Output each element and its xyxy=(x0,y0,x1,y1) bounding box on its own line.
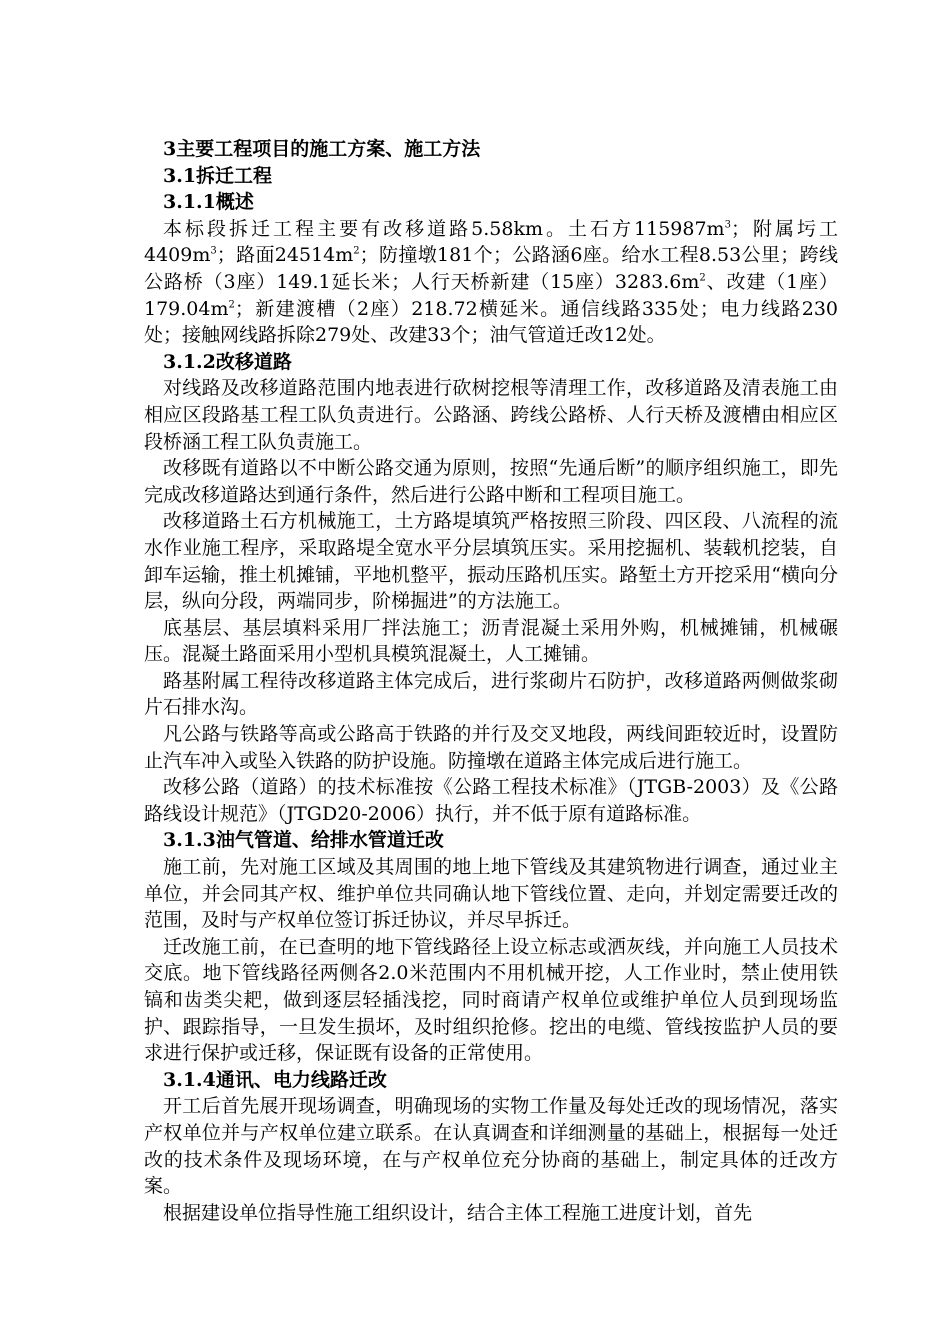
section-heading-3-1-4: 3.1.4通讯、电力线路迁改 xyxy=(163,1068,387,1091)
paragraph-line-plan: 根据建设单位指导性施工组织设计，结合主体工程施工进度计划，首先 xyxy=(163,1201,753,1224)
section-heading-3-1: 3.1拆迁工程 xyxy=(163,164,273,187)
unit-superscript: 2 xyxy=(353,246,360,258)
section-heading-3: 3主要工程项目的施工方案、施工方法 xyxy=(163,138,481,160)
section-heading-3-1-3: 3.1.3油气管道、给排水管道迁改 xyxy=(163,829,444,852)
section-heading-3-1-2: 3.1.2改移道路 xyxy=(163,350,292,373)
paragraph-traffic-principle: 改移既有道路以不中断公路交通为原则，按照“先通后断”的顺序组织施工，即先完成改移道路达到通行条件，然后进行公路中断和工程项目施工。 xyxy=(144,457,838,506)
paragraph-subgrade-attachment: 路基附属工程待改移道路主体完成后，进行浆砌片石防护，改移道路两侧做浆砌片石排水沟。 xyxy=(144,669,838,719)
unit-superscript: 2 xyxy=(699,272,706,284)
paragraph-pipeline-construction: 迁改施工前，在已查明的地下管线路径上设立标志或洒灰线，并向施工人员技术交底。地下管线路径两侧各2.0米范围内不用机械开挖，人工作业时，禁止使用铁镐和齿类尖耙，做到逐层轻插浅挖，同时商请产权单位或维护单位人员到现场监护、跟踪指导，一旦发生损坏，及时组织抢修。挖出的电缆、管线按监护人员的要求进行保护或迁移，保证既有设备的正常使用。 xyxy=(144,935,838,1065)
unit-superscript: 3 xyxy=(210,246,217,258)
paragraph-base-layer: 底基层、基层填料采用厂拌法施工；沥青混凝土采用外购，机械摊铺，机械碾压。混凝土路面采用小型机具模筑混凝土，人工摊铺。 xyxy=(144,616,838,666)
overview-paragraph xyxy=(144,216,838,349)
paragraph-pipeline-survey: 施工前，先对施工区域及其周围的地上地下管线及其建筑物进行调查，通过业主单位，并会同其产权、维护单位共同确认地下管线位置、走向，并划定需要迁改的范围，及时与产权单位签订拆迁协议，并尽早拆迁。 xyxy=(144,856,838,932)
paragraph-line-survey: 开工后首先展开现场调查，明确现场的实物工作量及每处迁改的现场情况，落实产权单位并与产权单位建立联系。在认真调查和详细测量的基础上，根据每一处迁改的技术条件及现场环境，在与产权单位充分协商的基础上，制定具体的迁改方案。 xyxy=(144,1095,838,1198)
unit-superscript: 2 xyxy=(228,299,235,311)
overview-text-b: ；附属圬工4409m xyxy=(144,217,838,267)
paragraph-standards: 改移公路（道路）的技术标准按《公路工程技术标准》（JTGB-2003）及《公路路线设计规范》（JTGD20-2006）执行，并不低于原有道路标准。 xyxy=(144,776,838,825)
overview-text-d: ；防撞墩181个；公路涵6座。给水工程8.53公里；跨线公路桥（3座）149.1延长米；人行天桥新建（15座）3283.6m xyxy=(144,244,838,293)
overview-text-c: ；路面24514m xyxy=(216,244,354,267)
unit-superscript: 3 xyxy=(724,219,731,231)
overview-text-a: 本标段拆迁工程主要有改移道路5.58km。土石方115987m xyxy=(163,217,725,240)
overview-text-f: ；新建渡槽（2座）218.72横延米。通信线路335处；电力线路230处；接触网线路拆除279处、改建33个；油气管道迁改12处。 xyxy=(144,297,838,347)
paragraph-clearing: 对线路及改移道路范围内地表进行砍树挖根等清理工作，改移道路及清表施工由相应区段路基工程工队负责进行。公路涵、跨线公路桥、人行天桥及渡槽由相应区段桥涵工程工队负责施工。 xyxy=(144,377,838,453)
section-heading-3-1-1: 3.1.1概述 xyxy=(163,191,254,214)
paragraph-protection: 凡公路与铁路等高或公路高于铁路的并行及交叉地段，两线间距较近时，设置防止汽车冲入或坠入铁路的防护设施。防撞墩在道路主体完成后进行施工。 xyxy=(144,723,838,772)
overview-text-e: 、改建（1座）179.04m xyxy=(144,270,838,320)
paragraph-earthwork: 改移道路土石方机械施工，土方路堤填筑严格按照三阶段、四区段、八流程的流水作业施工程序，采取路堤全宽水平分层填筑压实。采用挖掘机、装载机挖装，自卸车运输，推土机摊铺，平地机整平，振动压路机压实。路堑土方开挖采用“横向分层，纵向分段，两端同步，阶梯掘进”的方法施工。 xyxy=(144,510,838,613)
